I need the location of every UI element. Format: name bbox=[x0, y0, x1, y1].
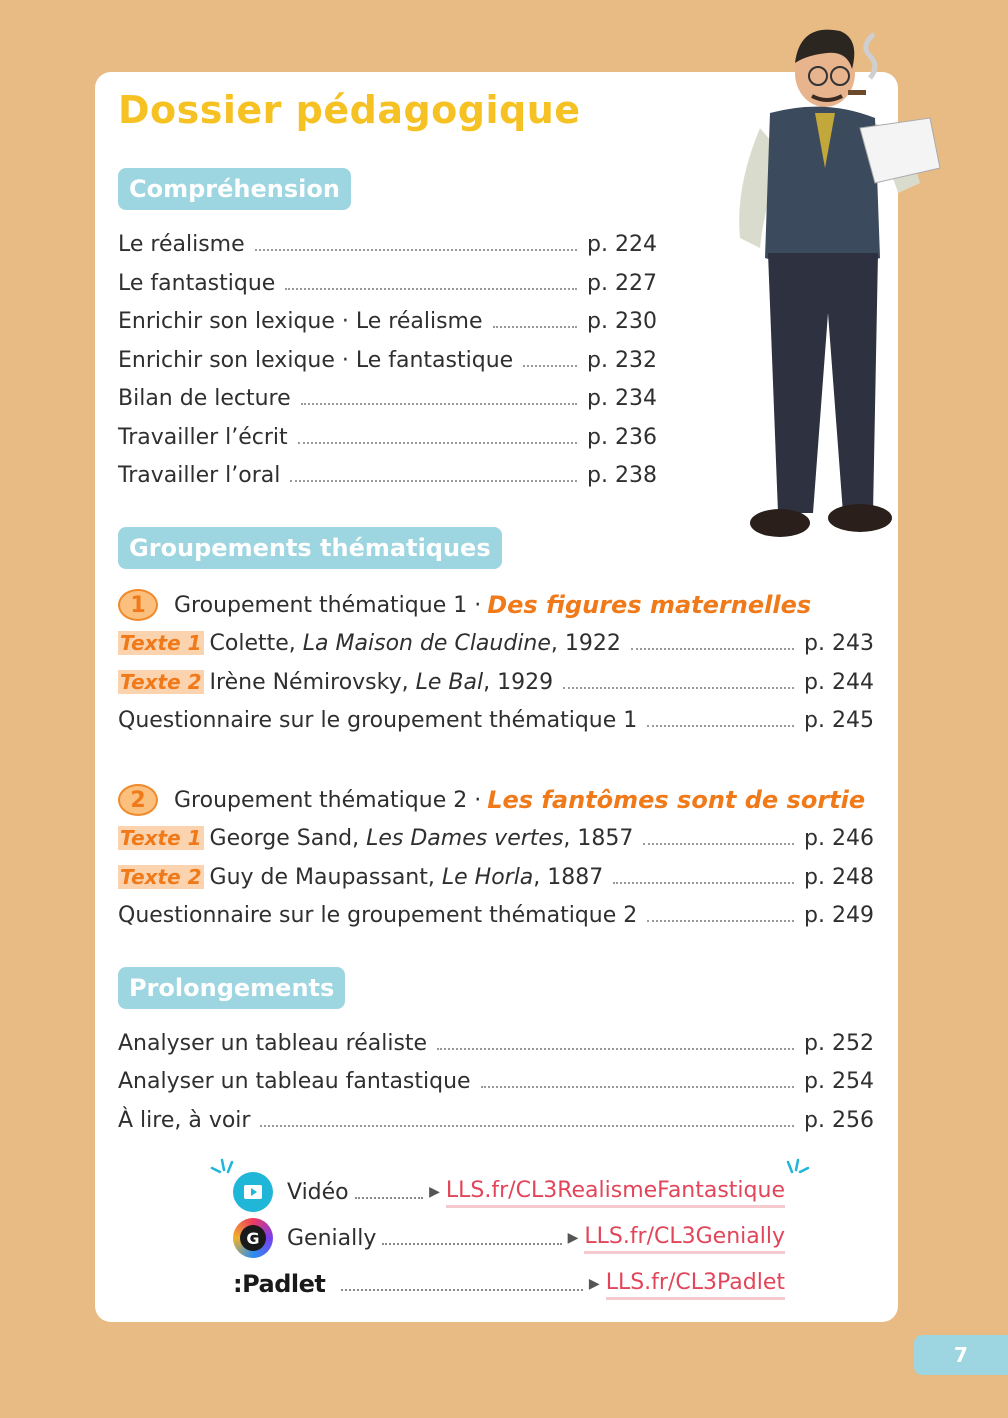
section-groupements: Groupements thématiques bbox=[118, 527, 502, 569]
text-year: , 1929 bbox=[483, 669, 554, 695]
toc-item-label: Analyser un tableau fantastique bbox=[118, 1068, 471, 1094]
genially-icon: G bbox=[233, 1218, 273, 1258]
text-author: Colette, bbox=[209, 630, 303, 656]
resource-link[interactable]: LLS.fr/CL3RealismeFantastique bbox=[446, 1177, 785, 1208]
toc-item[interactable] bbox=[118, 459, 657, 491]
page-number: 7 bbox=[914, 1335, 1008, 1375]
toc-item[interactable] bbox=[118, 1027, 874, 1059]
leader-dots bbox=[563, 687, 794, 689]
toc-item-page: p. 249 bbox=[804, 902, 874, 928]
group-theme: Les fantômes sont de sortie bbox=[487, 786, 866, 814]
arrow-right-icon: ▶ bbox=[588, 1276, 600, 1292]
leader-dots bbox=[290, 480, 577, 482]
leader-dots bbox=[301, 403, 577, 405]
text-author: Guy de Maupassant, bbox=[209, 864, 442, 890]
section-comprehension: Compréhension bbox=[118, 168, 351, 210]
toc-item-label: Enrichir son lexique · Le réalisme bbox=[118, 308, 483, 334]
toc-item-page: p. 230 bbox=[587, 308, 657, 334]
resource-link[interactable]: LLS.fr/CL3Padlet bbox=[606, 1269, 785, 1300]
text-work: La Maison de Claudine bbox=[302, 630, 551, 656]
video-icon bbox=[233, 1172, 273, 1212]
group-heading-text: Groupement thématique 2 · bbox=[174, 787, 482, 813]
text-work: Le Bal bbox=[415, 669, 484, 695]
toc-item[interactable] bbox=[118, 305, 657, 337]
toc-item-page: p. 238 bbox=[587, 462, 657, 488]
resource-label: Genially bbox=[287, 1225, 377, 1251]
toc-item-page: p. 254 bbox=[804, 1068, 874, 1094]
text-year: , 1857 bbox=[563, 825, 634, 851]
toc-item-page: p. 244 bbox=[804, 669, 874, 695]
leader-dots bbox=[643, 843, 794, 845]
text-year: , 1887 bbox=[533, 864, 604, 890]
group-heading bbox=[118, 585, 811, 625]
toc-item[interactable] bbox=[118, 228, 657, 260]
leader-dots bbox=[298, 442, 577, 444]
toc-item[interactable] bbox=[118, 822, 874, 854]
arrow-right-icon: ▶ bbox=[567, 1230, 579, 1246]
leader-dots bbox=[437, 1048, 794, 1050]
toc-item-label: Questionnaire sur le groupement thématique 2 bbox=[118, 902, 638, 928]
toc-item-page: p. 236 bbox=[587, 424, 657, 450]
toc-item-label: Bilan de lecture bbox=[118, 385, 291, 411]
texte-tag: Texte 1 bbox=[120, 630, 202, 655]
resource-video[interactable] bbox=[233, 1172, 785, 1212]
leader-dots bbox=[255, 249, 577, 251]
toc-item-label bbox=[118, 865, 603, 890]
resource-link[interactable]: LLS.fr/CL3Genially bbox=[584, 1223, 785, 1254]
toc-item-label: Analyser un tableau réaliste bbox=[118, 1030, 428, 1056]
page-title: Dossier pédagogique bbox=[118, 88, 581, 132]
leader-dots bbox=[481, 1086, 794, 1088]
leader-dots bbox=[382, 1243, 561, 1245]
text-author: George Sand, bbox=[209, 825, 367, 851]
toc-item[interactable] bbox=[118, 1065, 874, 1097]
group-number-badge: 2 bbox=[118, 784, 158, 816]
resource-padlet[interactable] bbox=[233, 1264, 785, 1304]
toc-item-label bbox=[118, 631, 621, 656]
leader-dots bbox=[341, 1289, 583, 1291]
leader-dots bbox=[285, 288, 577, 290]
toc-item-label: Le réalisme bbox=[118, 231, 245, 257]
leader-dots bbox=[631, 648, 794, 650]
leader-dots bbox=[647, 725, 794, 727]
toc-item[interactable] bbox=[118, 344, 657, 376]
resource-genially[interactable] bbox=[233, 1218, 785, 1258]
leader-dots bbox=[493, 326, 578, 328]
toc-item-page: p. 252 bbox=[804, 1030, 874, 1056]
toc-item[interactable] bbox=[118, 382, 657, 414]
toc-item[interactable] bbox=[118, 421, 657, 453]
toc-item[interactable] bbox=[118, 861, 874, 893]
arrow-right-icon: ▶ bbox=[429, 1184, 440, 1200]
group-number-badge: 1 bbox=[118, 589, 158, 621]
padlet-logo: :Padlet bbox=[233, 1270, 326, 1298]
toc-item[interactable] bbox=[118, 1104, 874, 1136]
toc-item-label: À lire, à voir bbox=[118, 1107, 251, 1133]
toc-item-page: p. 227 bbox=[587, 270, 657, 296]
resource-label: Vidéo bbox=[287, 1179, 349, 1205]
group-heading-text: Groupement thématique 1 · bbox=[174, 592, 482, 618]
character-illustration bbox=[700, 18, 950, 578]
leader-dots bbox=[613, 882, 794, 884]
section-prolongements: Prolongements bbox=[118, 967, 345, 1009]
texte-tag: Texte 1 bbox=[120, 825, 202, 850]
text-year: , 1922 bbox=[550, 630, 621, 656]
group-heading bbox=[118, 780, 865, 820]
toc-item-label bbox=[118, 670, 553, 695]
text-author: Irène Némirovsky, bbox=[209, 669, 416, 695]
leader-dots bbox=[260, 1125, 794, 1127]
toc-item[interactable] bbox=[118, 666, 874, 698]
toc-item-page: p. 248 bbox=[804, 864, 874, 890]
leader-dots bbox=[355, 1197, 424, 1199]
toc-item-label: Enrichir son lexique · Le fantastique bbox=[118, 347, 514, 373]
toc-item-label: Questionnaire sur le groupement thématique 1 bbox=[118, 707, 638, 733]
text-work: Les Dames vertes bbox=[366, 825, 564, 851]
leader-dots bbox=[647, 920, 794, 922]
toc-item-page: p. 246 bbox=[804, 825, 874, 851]
toc-item-page: p. 234 bbox=[587, 385, 657, 411]
texte-tag: Texte 2 bbox=[120, 669, 202, 694]
toc-item-label: Travailler l’oral bbox=[118, 462, 281, 488]
toc-item-page: p. 224 bbox=[587, 231, 657, 257]
toc-item[interactable] bbox=[118, 704, 874, 736]
leader-dots bbox=[523, 365, 577, 367]
toc-item[interactable] bbox=[118, 899, 874, 931]
toc-item[interactable] bbox=[118, 627, 874, 659]
text-work: Le Horla bbox=[441, 864, 534, 890]
sparkle-icon bbox=[782, 1158, 812, 1184]
toc-item-label bbox=[118, 826, 633, 851]
toc-item-label: Travailler l’écrit bbox=[118, 424, 288, 450]
toc-item-page: p. 245 bbox=[804, 707, 874, 733]
toc-item-page: p. 243 bbox=[804, 630, 874, 656]
toc-item-page: p. 232 bbox=[587, 347, 657, 373]
toc-item[interactable] bbox=[118, 267, 657, 299]
toc-item-page: p. 256 bbox=[804, 1107, 874, 1133]
texte-tag: Texte 2 bbox=[120, 864, 202, 889]
group-theme: Des figures maternelles bbox=[487, 591, 812, 619]
toc-item-label: Le fantastique bbox=[118, 270, 276, 296]
